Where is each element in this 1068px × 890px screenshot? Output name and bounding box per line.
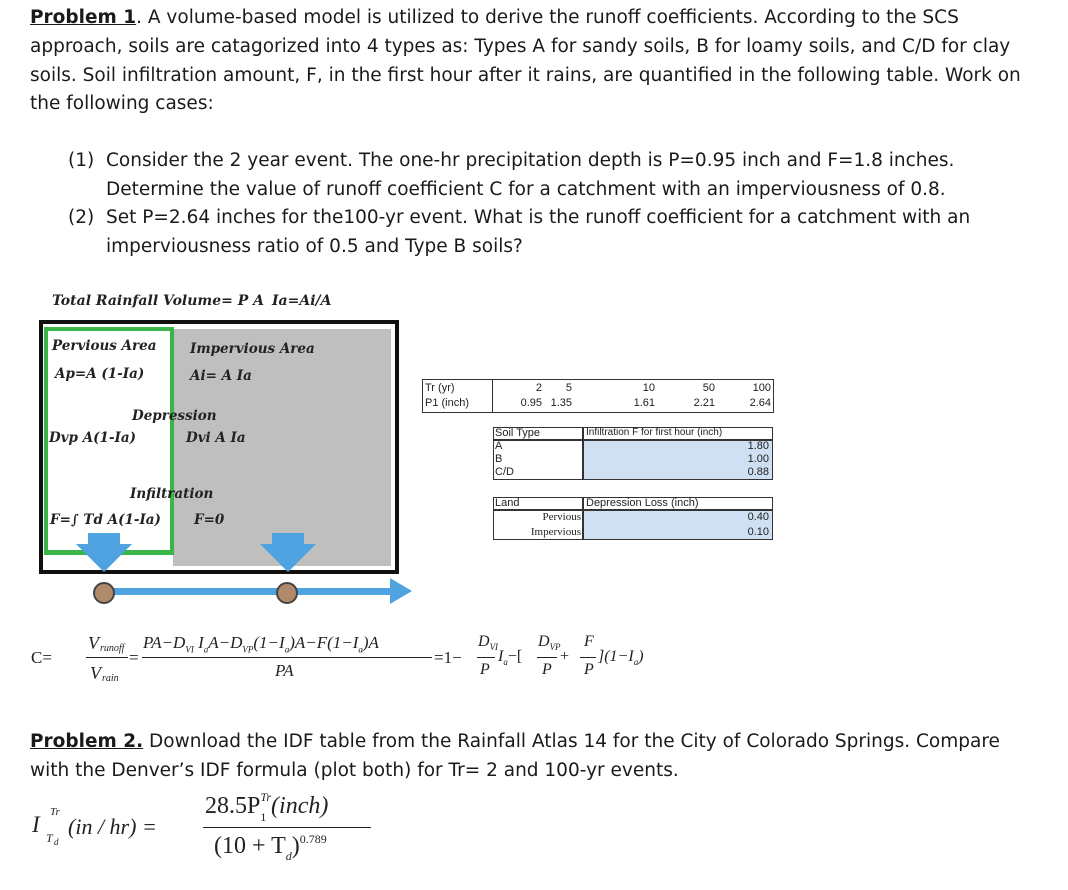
pervious-node bbox=[94, 583, 114, 603]
tr-value: 100 bbox=[752, 382, 771, 394]
infiltration-label: Infiltration bbox=[130, 486, 214, 502]
dvi-numerator: $D_{VI}$ bbox=[478, 633, 499, 653]
soil-type-a: A bbox=[495, 440, 503, 452]
depression-loss-header: Depression Loss (inch) bbox=[586, 497, 699, 509]
depression-label: Depression bbox=[132, 408, 217, 424]
f-denominator: P bbox=[584, 661, 594, 678]
formula-denominator: PA bbox=[275, 661, 294, 680]
tr-value: 10 bbox=[642, 382, 655, 394]
infiltration-cd: 0.88 bbox=[747, 466, 769, 478]
pervious-area-label: Pervious Area bbox=[52, 338, 157, 354]
p1-value: 1.61 bbox=[633, 397, 655, 409]
impervious-area-formula: Ai= A Ia bbox=[190, 368, 252, 384]
case-2 bbox=[68, 204, 1028, 264]
impervious-down-arrow bbox=[260, 533, 316, 572]
pervious-area-formula: Ap=A (1-Ia) bbox=[55, 366, 145, 382]
case-1-text: Consider the 2 year event. The one-hr precipitation depth is P=0.95 inch and F=1.8 inches. Determine the value of runoff coefficient C for a catchment with an imperviousness of 0.8. bbox=[106, 150, 955, 200]
dvp-numerator: $D_{VP}$ bbox=[538, 633, 561, 653]
infiltration-a: 1.80 bbox=[747, 440, 769, 452]
formula-numerator: $PA-D_{VI}$ $I_aA-D_{VP}(1-I_a)A-F(1-I_a)A$ bbox=[143, 633, 379, 655]
v-runoff-sub: runoff bbox=[100, 643, 125, 654]
tr-value: 50 bbox=[702, 382, 715, 394]
tail-term: ]$(1-I_a)$ bbox=[598, 648, 644, 668]
infiltration-b: 1.00 bbox=[747, 453, 769, 465]
tr-header: Tr (yr) bbox=[425, 382, 455, 394]
case-2-text: Set P=2.64 inches for the100-yr event. What is the runoff coefficient for a catchment with an imperviousness ratio of 0.5 and Type B soils? bbox=[106, 207, 971, 257]
p1-value: 2.64 bbox=[749, 397, 771, 409]
fraction-bar bbox=[477, 657, 495, 658]
soil-type-cd: C/D bbox=[495, 466, 514, 478]
infiltration-pervious-formula: F=∫ Td A(1-Ia) bbox=[50, 512, 161, 528]
v-runoff: V bbox=[88, 633, 99, 653]
pervious-down-arrow bbox=[76, 533, 132, 572]
case-1 bbox=[68, 147, 1028, 207]
idf-units: (in / hr) = bbox=[68, 814, 157, 839]
v-rain-sub: rain bbox=[102, 673, 119, 684]
outflow-arrow-head bbox=[390, 578, 412, 604]
idf-td-sub-d: d bbox=[54, 837, 59, 847]
p1-value: 1.35 bbox=[550, 397, 572, 409]
case-2-number: (2) bbox=[68, 207, 95, 228]
runoff-flow-graphic bbox=[40, 530, 420, 610]
plus: + bbox=[560, 648, 570, 665]
fraction-bar bbox=[203, 827, 371, 828]
problem1-text: . A volume-based model is utilized to derive the runoff coefficients. According to the SCS approach, soils are catagorized into 4 types as: Types A for sandy soils, B for loamy soils, and C/D for clay soils. Soil infiltration amount, F, in the first hour after it rains, are quantified in the following table. Work on the following cases: bbox=[30, 7, 1021, 115]
problem1-paragraph bbox=[30, 4, 1040, 119]
soil-type-header: Soil Type bbox=[495, 427, 541, 439]
fraction-bar bbox=[580, 657, 596, 658]
depression-impervious: 0.10 bbox=[747, 526, 769, 538]
tr-value: 2 bbox=[535, 382, 542, 394]
dvp-formula: Dvp A(1-Ia) bbox=[49, 430, 136, 446]
f-numerator: F bbox=[584, 633, 594, 650]
impervious-area-label: Impervious Area bbox=[190, 341, 315, 357]
idf-i: I bbox=[32, 812, 40, 837]
ia-term: $I_a-$[ bbox=[498, 648, 523, 668]
infiltration-header: Infiltration F for first hour (inch) bbox=[586, 427, 723, 438]
dvi-denominator: P bbox=[480, 661, 490, 678]
tr-value: 5 bbox=[565, 382, 572, 394]
idf-td-sub: T bbox=[46, 831, 53, 845]
p1-value: 0.95 bbox=[520, 397, 542, 409]
fraction-bar bbox=[142, 657, 432, 658]
p1-value: 2.21 bbox=[693, 397, 715, 409]
outflow-channel bbox=[103, 588, 393, 595]
equals-one-minus: =1− bbox=[434, 648, 462, 667]
equals: = bbox=[129, 648, 139, 667]
impervious-node bbox=[277, 583, 297, 603]
problem1-label: Problem 1 bbox=[30, 7, 137, 28]
land-impervious: Impervious bbox=[530, 526, 581, 538]
idf-tr-sup: Tr bbox=[50, 806, 60, 818]
problem2-text: Download the IDF table from the Rainfall Atlas 14 for the City of Colorado Springs. Compare with the Denver’s IDF formula (plot both) for Tr= 2 and 100-yr events. bbox=[30, 731, 1000, 781]
case-1-number: (1) bbox=[68, 150, 95, 171]
diagram-title-total-volume: Total Rainfall Volume= P A bbox=[52, 293, 265, 309]
soil-type-b: B bbox=[495, 453, 503, 465]
fraction-bar bbox=[537, 657, 557, 658]
land-header: Land bbox=[495, 497, 520, 509]
problem2-paragraph bbox=[30, 728, 1040, 786]
infiltration-impervious-formula: F=0 bbox=[194, 512, 225, 528]
diagram-title-ia: Ia=Ai/A bbox=[272, 293, 332, 309]
dvi-formula: Dvi A Ia bbox=[186, 430, 246, 446]
dvp-denominator: P bbox=[542, 661, 552, 678]
problem2-label: Problem 2. bbox=[30, 731, 144, 752]
formula-lhs: C= bbox=[31, 648, 52, 667]
idf-numerator: $28.5P_1^{Tr}(inch)$ bbox=[205, 790, 329, 824]
fraction-bar bbox=[86, 657, 128, 658]
land-pervious: Pervious bbox=[542, 511, 581, 523]
idf-denominator: $(10 + T_d)^{0.789}$ bbox=[214, 832, 327, 863]
p1-header: P1 (inch) bbox=[425, 397, 470, 409]
depression-pervious: 0.40 bbox=[747, 511, 769, 523]
v-rain: V bbox=[90, 663, 101, 683]
